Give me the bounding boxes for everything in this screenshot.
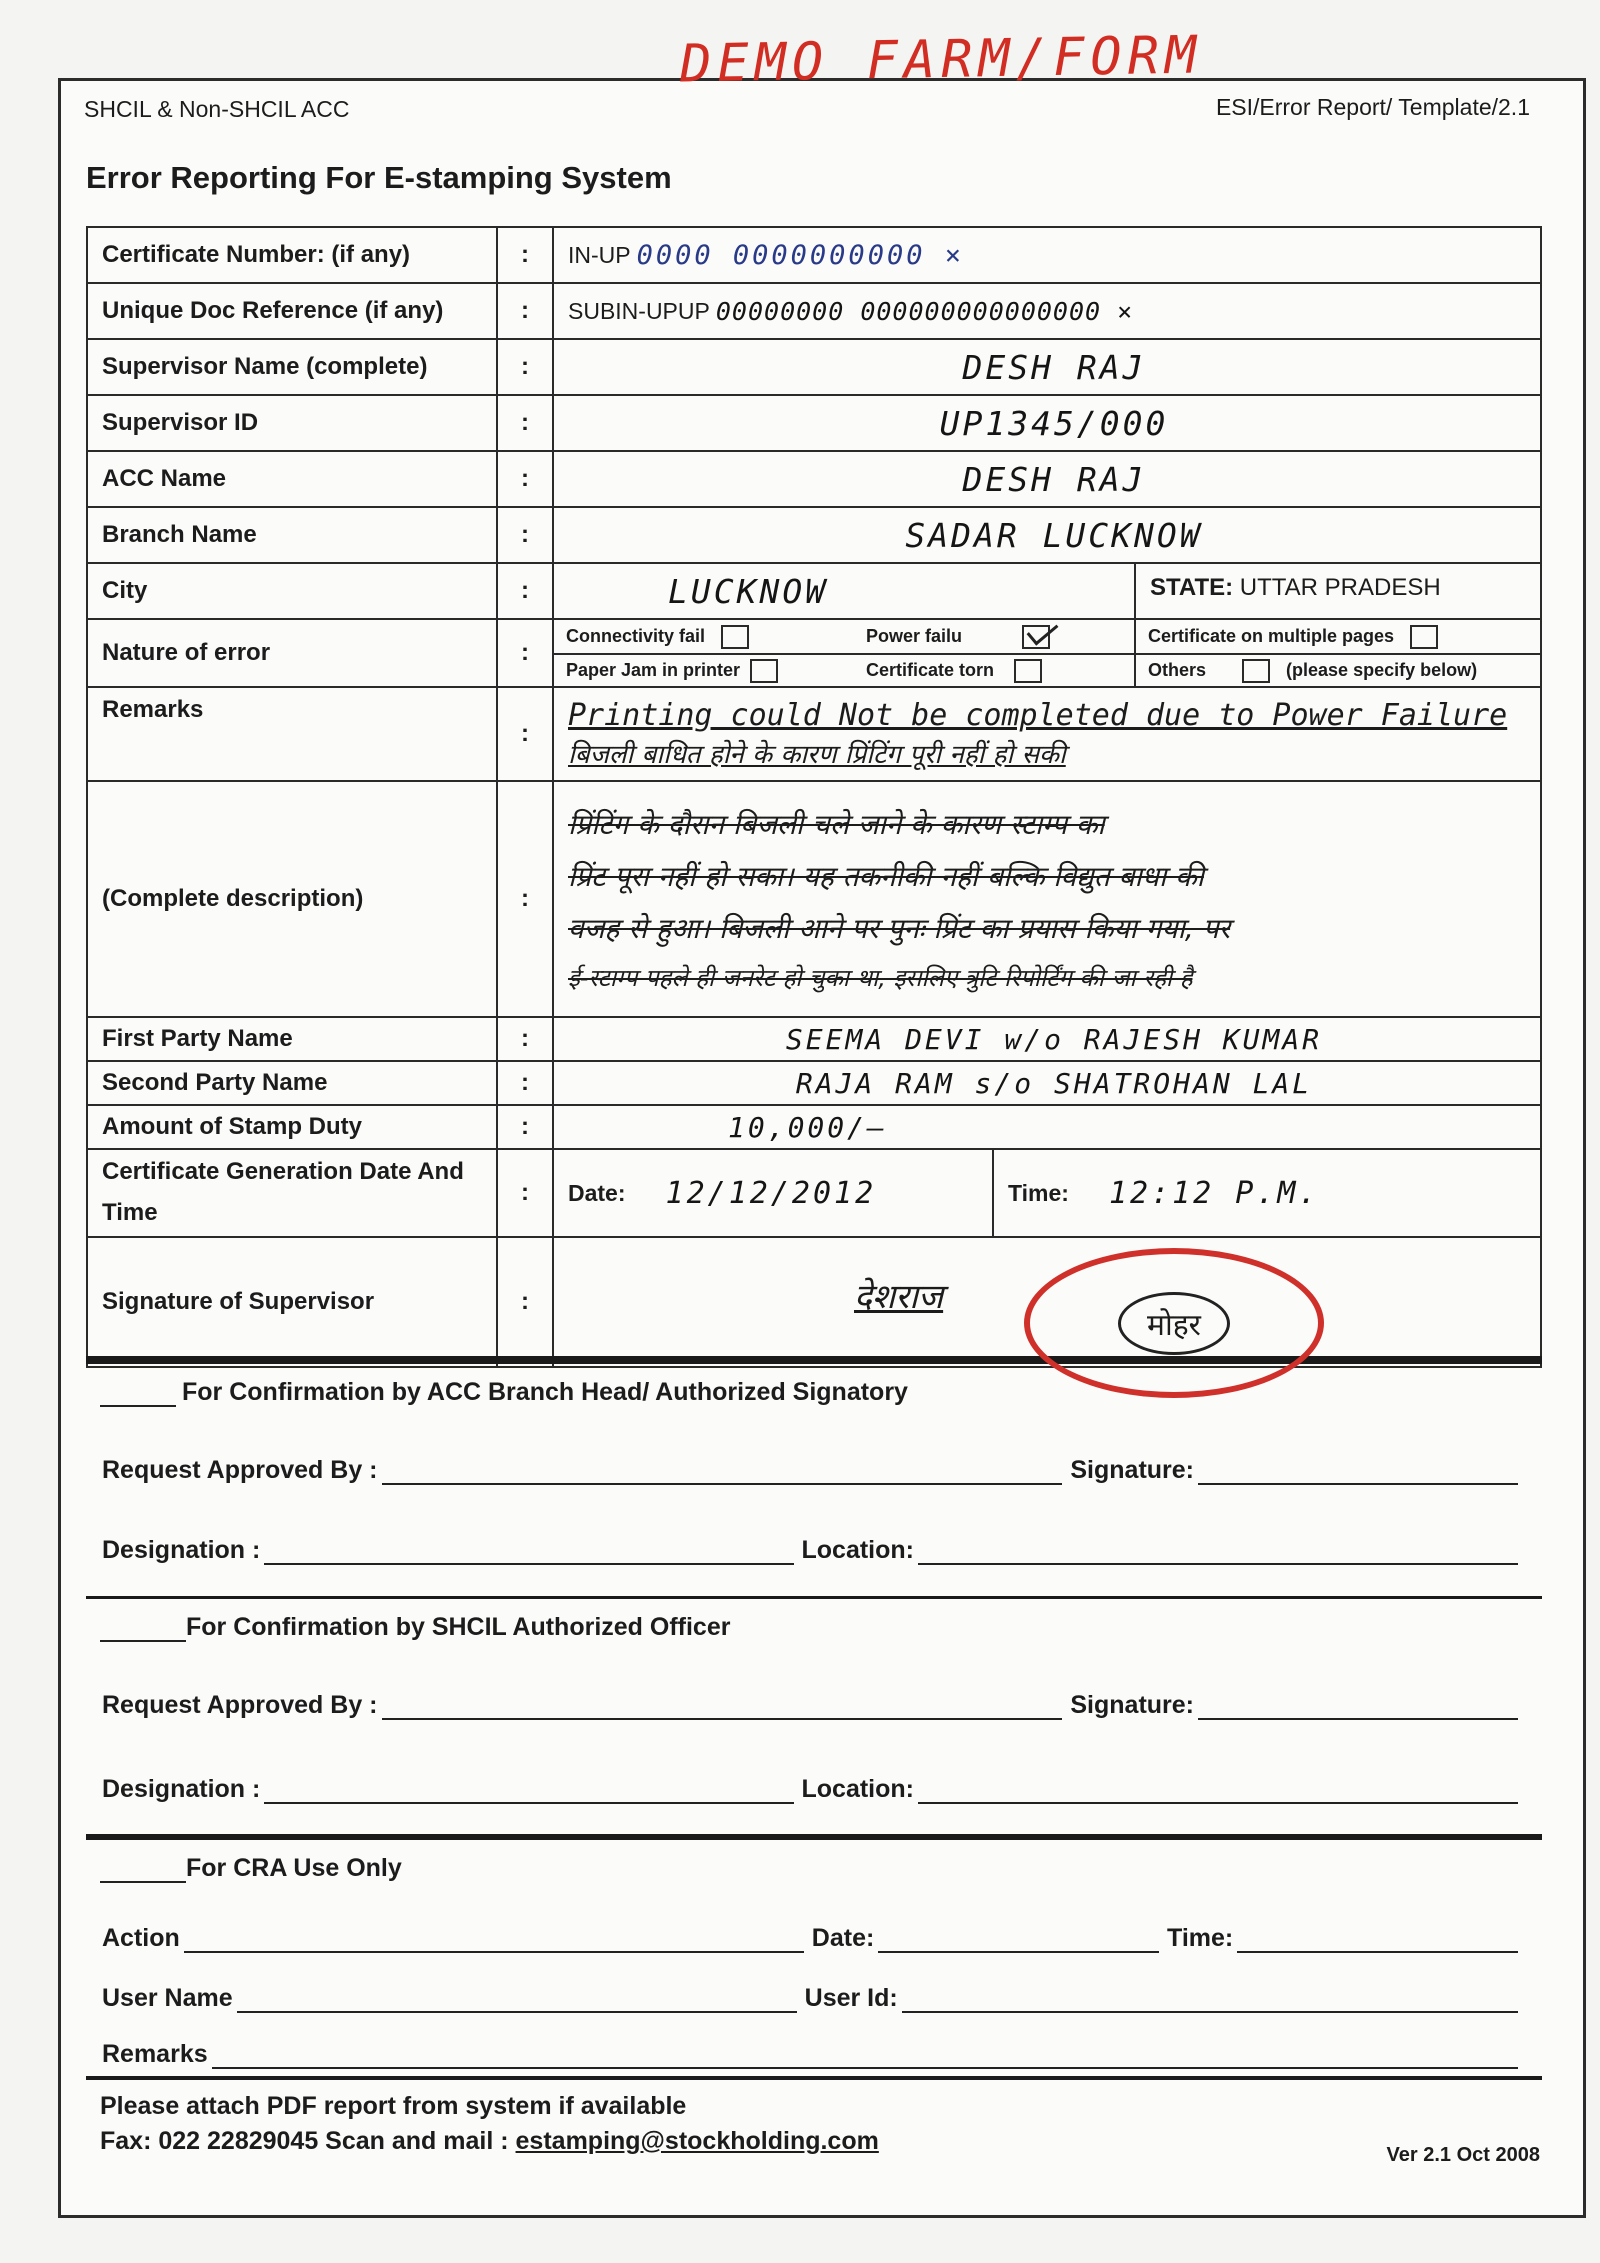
supervisor-id-value: UP1345/000 — [939, 403, 1169, 443]
shcil-designation-row: Designation : Location: — [102, 1775, 1526, 1804]
colon: : — [498, 228, 554, 282]
colon: : — [498, 1150, 554, 1236]
row-generation-date — [88, 1150, 1540, 1238]
cert-prefix: IN-UP — [568, 241, 631, 268]
colon: : — [498, 1106, 554, 1148]
row-supervisor-id — [88, 396, 1540, 452]
checkbox-certificate-torn[interactable] — [1014, 659, 1042, 683]
label-description: (Complete description) — [88, 782, 498, 1016]
shcil-approved-by-input[interactable] — [382, 1696, 1063, 1720]
branch-name-field[interactable] — [554, 508, 1540, 562]
colon: : — [498, 688, 554, 780]
cra-action-input[interactable] — [184, 1929, 804, 1953]
colon: : — [498, 340, 554, 394]
row-stamp-duty — [88, 1106, 1540, 1150]
shcil-confirmation-section — [86, 1596, 1542, 1834]
stamp-duty-field[interactable] — [554, 1106, 1540, 1148]
cra-section-title: For CRA Use Only — [100, 1854, 402, 1883]
supervisor-signature: देशराज — [854, 1277, 944, 1317]
generation-time-field[interactable] — [994, 1150, 1320, 1236]
time-label: Time: — [1008, 1179, 1069, 1206]
acc-name-value: DESH RAJ — [962, 459, 1146, 499]
checkbox-connectivity-fail[interactable] — [721, 625, 749, 649]
supervisor-id-field[interactable] — [554, 396, 1540, 450]
option-certificate-torn[interactable]: Certificate torn — [854, 653, 1134, 686]
nature-of-error-options — [554, 620, 1540, 686]
remarks-hindi: बिजली बाधित होने के कारण प्रिंटिंग पूरी नहीं हो सकी — [568, 739, 1066, 770]
date-label: Date: — [568, 1179, 626, 1206]
label-city: City — [88, 564, 498, 618]
cra-date-input[interactable] — [878, 1929, 1159, 1953]
row-nature-of-error — [88, 620, 1540, 688]
label-first-party: First Party Name — [88, 1018, 498, 1060]
row-supervisor-name — [88, 340, 1540, 396]
checkbox-others[interactable] — [1242, 659, 1270, 683]
unique-ref-prefix: SUBIN-UPUP — [568, 297, 710, 324]
remarks-field[interactable] — [554, 688, 1540, 780]
description-field[interactable] — [554, 782, 1540, 1016]
acc-name-field[interactable] — [554, 452, 1540, 506]
row-unique-doc-ref — [88, 284, 1540, 340]
colon: : — [498, 564, 554, 618]
colon: : — [498, 782, 554, 1016]
version-label: Ver 2.1 Oct 2008 — [1386, 2144, 1540, 2166]
row-signature — [88, 1238, 1540, 1366]
checkbox-paper-jam[interactable] — [750, 659, 778, 683]
generation-date-field[interactable] — [554, 1150, 994, 1236]
option-connectivity-fail[interactable]: Connectivity fail — [554, 620, 854, 653]
row-acc-name — [88, 452, 1540, 508]
description-line: प्रिंट पूरा नहीं हो सका। यह तकनीकी नहीं बल्कि विद्युत बाधा की — [568, 859, 1204, 893]
label-generation-date: Certificate Generation Date And Time — [88, 1150, 498, 1236]
row-remarks — [88, 688, 1540, 782]
option-others[interactable]: Others (please specify below) — [1134, 653, 1540, 686]
unique-ref-value: 00000000 000000000000000 × — [715, 296, 1134, 326]
label-second-party: Second Party Name — [88, 1062, 498, 1104]
date-value: 12/12/2012 — [665, 1175, 877, 1211]
acc-approved-row: Request Approved By : Signature: — [102, 1456, 1526, 1485]
colon: : — [498, 452, 554, 506]
acc-section-title: For Confirmation by ACC Branch Head/ Authorized Signatory — [100, 1378, 908, 1407]
header-left: SHCIL & Non-SHCIL ACC — [84, 96, 350, 122]
row-city — [88, 564, 1540, 620]
option-paper-jam[interactable]: Paper Jam in printer — [554, 653, 854, 686]
colon: : — [498, 620, 554, 686]
acc-designation-row: Designation : Location: — [102, 1536, 1526, 1565]
colon: : — [498, 1062, 554, 1104]
label-remarks: Remarks — [88, 688, 498, 780]
label-nature-of-error: Nature of error — [88, 620, 498, 686]
certificate-number-field[interactable] — [554, 228, 1540, 282]
remarks-english: Printing could Not be completed due to Power Failure — [568, 697, 1508, 733]
supervisor-name-value: DESH RAJ — [962, 347, 1146, 387]
header-right: ESI/Error Report/ Template/2.1 — [1215, 94, 1530, 120]
row-branch-name — [88, 508, 1540, 564]
footer-contact — [100, 2127, 1528, 2156]
details-table — [86, 226, 1542, 1368]
state-value: UTTAR PRADESH — [1239, 574, 1441, 601]
time-value: 12:12 P.M. — [1108, 1175, 1320, 1211]
description-line: ई-स्टाम्प पहले ही जनरेट हो चुका था, इसलिए त्रुटि रिपोर्टिंग की जा रही है — [568, 963, 1193, 992]
label-supervisor-id: Supervisor ID — [88, 396, 498, 450]
shcil-signature-input[interactable] — [1198, 1696, 1518, 1720]
footer-fax: Fax: 022 22829045 Scan and mail : — [100, 2127, 509, 2155]
supervisor-name-field[interactable] — [554, 340, 1540, 394]
colon: : — [498, 396, 554, 450]
cra-user-id-input[interactable] — [902, 1989, 1518, 2013]
row-description — [88, 782, 1540, 1018]
checkbox-power-failure[interactable] — [1022, 625, 1050, 649]
acc-designation-input[interactable] — [264, 1541, 793, 1565]
shcil-location-input[interactable] — [918, 1780, 1518, 1804]
form-title: Error Reporting For E-stamping System — [86, 160, 672, 195]
footer — [86, 2076, 1542, 2156]
state-cell — [1134, 564, 1540, 618]
footer-email-link[interactable]: estamping@stockholding.com — [515, 2127, 879, 2155]
second-party-field[interactable] — [554, 1062, 1540, 1104]
signature-field[interactable] — [554, 1238, 1540, 1366]
seal-stamp — [1024, 1248, 1324, 1398]
option-power-failure[interactable]: Power failu — [854, 620, 1134, 653]
label-unique-doc-ref: Unique Doc Reference (if any) — [88, 284, 498, 338]
branch-name-value: SADAR LUCKNOW — [905, 515, 1203, 555]
label-signature: Signature of Supervisor — [88, 1238, 498, 1366]
acc-confirmation-section — [86, 1356, 1542, 1596]
generation-date-time — [554, 1150, 1540, 1236]
label-supervisor-name: Supervisor Name (complete) — [88, 340, 498, 394]
colon: : — [498, 1238, 554, 1366]
footer-attach-note: Please attach PDF report from system if available — [100, 2092, 687, 2120]
cert-number-value: 0000 0000000000 × — [636, 239, 964, 271]
row-first-party — [88, 1018, 1540, 1062]
cra-user-row: User Name User Id: — [102, 1984, 1526, 2013]
checkbox-multiple-pages[interactable] — [1410, 625, 1438, 649]
acc-signature-input[interactable] — [1198, 1461, 1518, 1485]
stamp-duty-value: 10,000/— — [728, 1110, 887, 1144]
first-party-value: SEEMA DEVI w/o RAJESH KUMAR — [785, 1022, 1323, 1056]
cra-remarks-input[interactable] — [212, 2045, 1518, 2069]
cra-remarks-row: Remarks — [102, 2040, 1526, 2069]
description-line: प्रिंटिंग के दौरान बिजली चले जाने के कारण स्टाम्प का — [568, 807, 1105, 841]
acc-location-input[interactable] — [918, 1541, 1518, 1565]
colon: : — [498, 508, 554, 562]
description-line: वजह से हुआ। बिजली आने पर पुनः प्रिंट का प्रयास किया गया, पर — [568, 911, 1231, 945]
seal-text: मोहर — [1118, 1292, 1230, 1355]
acc-approved-by-input[interactable] — [382, 1461, 1063, 1485]
row-second-party — [88, 1062, 1540, 1106]
cra-action-row: Action Date: Time: — [102, 1924, 1526, 1953]
colon: : — [498, 1018, 554, 1060]
city-value: LUCKNOW — [668, 571, 829, 611]
demo-overlay-text: DEMO FARM/FORM — [679, 25, 1203, 95]
label-certificate-number: Certificate Number: (if any) — [88, 228, 498, 282]
others-note: (please specify below) — [1286, 660, 1478, 680]
cra-section — [86, 1834, 1542, 2076]
cra-time-input[interactable] — [1237, 1929, 1518, 1953]
first-party-field[interactable] — [554, 1018, 1540, 1060]
label-acc-name: ACC Name — [88, 452, 498, 506]
unique-doc-ref-field[interactable] — [554, 284, 1540, 338]
second-party-value: RAJA RAM s/o SHATROHAN LAL — [795, 1066, 1313, 1100]
row-certificate-number — [88, 228, 1540, 284]
option-multiple-pages[interactable]: Certificate on multiple pages — [1134, 620, 1540, 653]
label-branch-name: Branch Name — [88, 508, 498, 562]
shcil-approved-row: Request Approved By : Signature: — [102, 1691, 1526, 1720]
cra-user-name-input[interactable] — [237, 1989, 797, 2013]
state-label: STATE: — [1150, 574, 1234, 601]
colon: : — [498, 284, 554, 338]
shcil-designation-input[interactable] — [264, 1780, 793, 1804]
city-field[interactable] — [554, 564, 1540, 618]
label-stamp-duty: Amount of Stamp Duty — [88, 1106, 498, 1148]
shcil-section-title: For Confirmation by SHCIL Authorized Officer — [100, 1613, 730, 1642]
